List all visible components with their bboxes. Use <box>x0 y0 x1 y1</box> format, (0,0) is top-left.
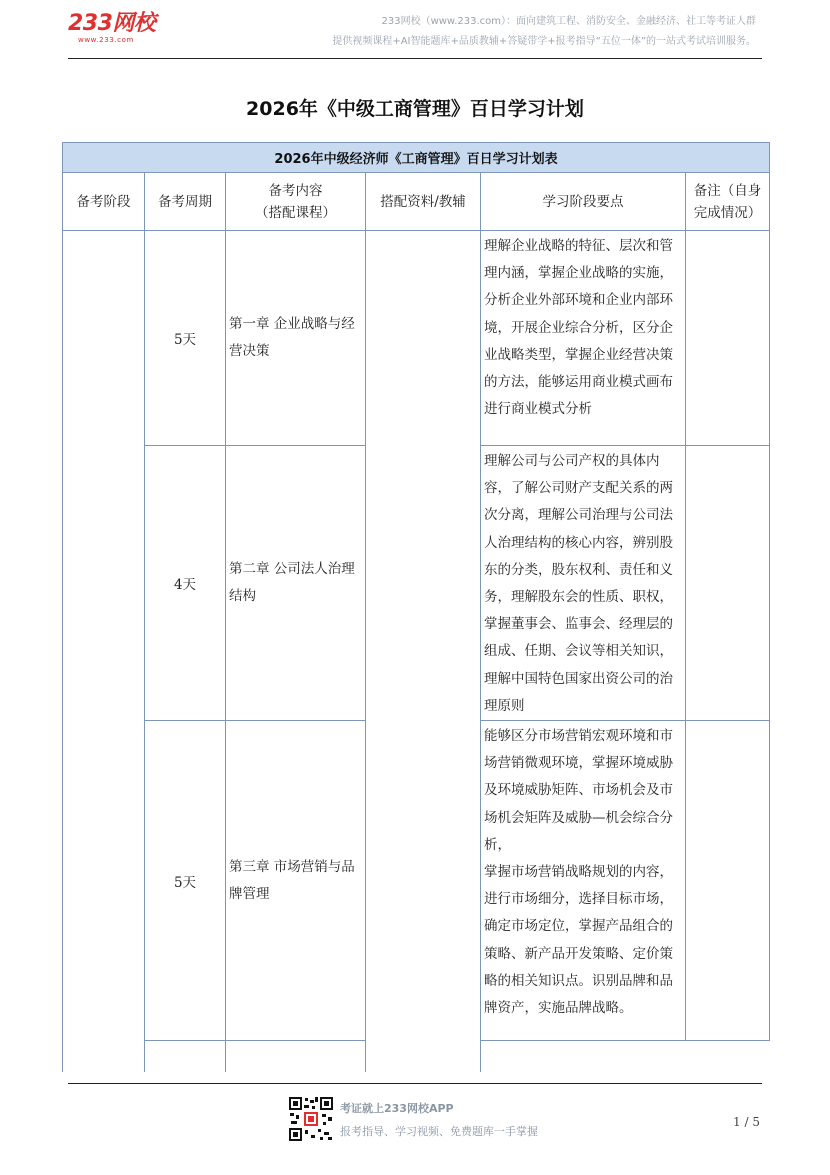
table-row <box>63 231 770 446</box>
notes-cell <box>686 1041 770 1072</box>
header-materials: 搭配资料/教辅 <box>366 173 481 231</box>
header-points: 学习阶段要点 <box>481 173 686 231</box>
points-cell: 理解企业战略的特征、层次和管理内涵，掌握企业战略的实施，分析企业外部环境和企业内部环境，开展企业综合分析，区分企业战略类型，掌握企业经营决策的方法，能够运用商业模式画布进行商业模式分析 <box>481 231 686 446</box>
content-cell: 第三章 市场营销与品牌管理 <box>226 721 366 1041</box>
qr-code-icon <box>288 1096 334 1142</box>
study-plan-table <box>62 142 770 1072</box>
header-description <box>332 12 756 52</box>
page-number: 1 / 5 <box>733 1115 760 1129</box>
points-cell <box>481 721 686 1041</box>
brand-logo <box>68 12 155 45</box>
points-cell: 理解公司与公司产权的具体内容，了解公司财产支配关系的两次分离，理解公司治理与公司法人治理结构的核心内容，辨别股东的分类，股东权利、责任和义务，理解股东会的性质、职权，掌握董事会、监事会、经理层的组成、任期、会议等相关知识，理解中国特色国家出资公司的治理原则 <box>481 446 686 721</box>
header-divider <box>68 58 762 59</box>
header-period: 备考周期 <box>145 173 226 231</box>
footer-subtext: 报考指导、学习视频、免费题库一手掌握 <box>340 1125 538 1138</box>
header-line-1: 233网校（www.233.com）：面向建筑工程、消防安全、金融经济、社工等考证人群 <box>381 16 756 27</box>
content-cell <box>226 1041 366 1072</box>
content-cell: 第一章 企业战略与经营决策 <box>226 231 366 446</box>
notes-cell <box>686 231 770 446</box>
table-header-row <box>63 173 770 231</box>
period-cell: 4天 <box>145 446 226 721</box>
header-notes: 备注（自身完成情况） <box>686 173 770 231</box>
stage-cell <box>63 231 145 1072</box>
points-part-2: 掌握市场营销战略规划的内容，进行市场细分，选择目标市场，确定市场定位，掌握产品组合的策略、新产品开发策略、定价策略的相关知识点。识别品牌和品牌资产，实施品牌战略。 <box>484 864 673 1017</box>
table-caption: 2026年中级经济师《工商管理》百日学习计划表 <box>63 143 770 173</box>
header-stage: 备考阶段 <box>63 173 145 231</box>
content-cell: 第二章 公司法人治理结构 <box>226 446 366 721</box>
document-title: 2026年《中级工商管理》百日学习计划 <box>246 98 584 120</box>
logo-text: 233网校 <box>68 11 156 36</box>
points-part-1: 能够区分市场营销宏观环境和市场营销微观环境，掌握环境威胁及环境威胁矩阵、市场机会及市场机会矩阵及威胁—机会综合分析， <box>484 728 673 853</box>
materials-cell <box>366 231 481 1072</box>
footer-slogan: 考证就上233网校APP <box>340 1102 454 1115</box>
header-content-line1: 备考内容 <box>268 182 323 199</box>
notes-cell <box>686 446 770 721</box>
header-content <box>226 173 366 231</box>
header-content-line2: （搭配课程） <box>255 204 336 221</box>
table-caption-row <box>63 143 770 173</box>
footer-divider <box>68 1083 762 1084</box>
notes-cell <box>686 721 770 1041</box>
logo-url: www.233.com <box>78 36 134 44</box>
header-line-2: 提供视频课程+AI智能题库+品质教辅+答疑带学+报考指导“五位一体”的一站式考试培训服务。 <box>332 36 756 47</box>
period-cell: 5天 <box>145 231 226 446</box>
period-cell <box>145 1041 226 1072</box>
page-header <box>0 0 830 60</box>
period-cell: 5天 <box>145 721 226 1041</box>
points-cell <box>481 1041 686 1072</box>
